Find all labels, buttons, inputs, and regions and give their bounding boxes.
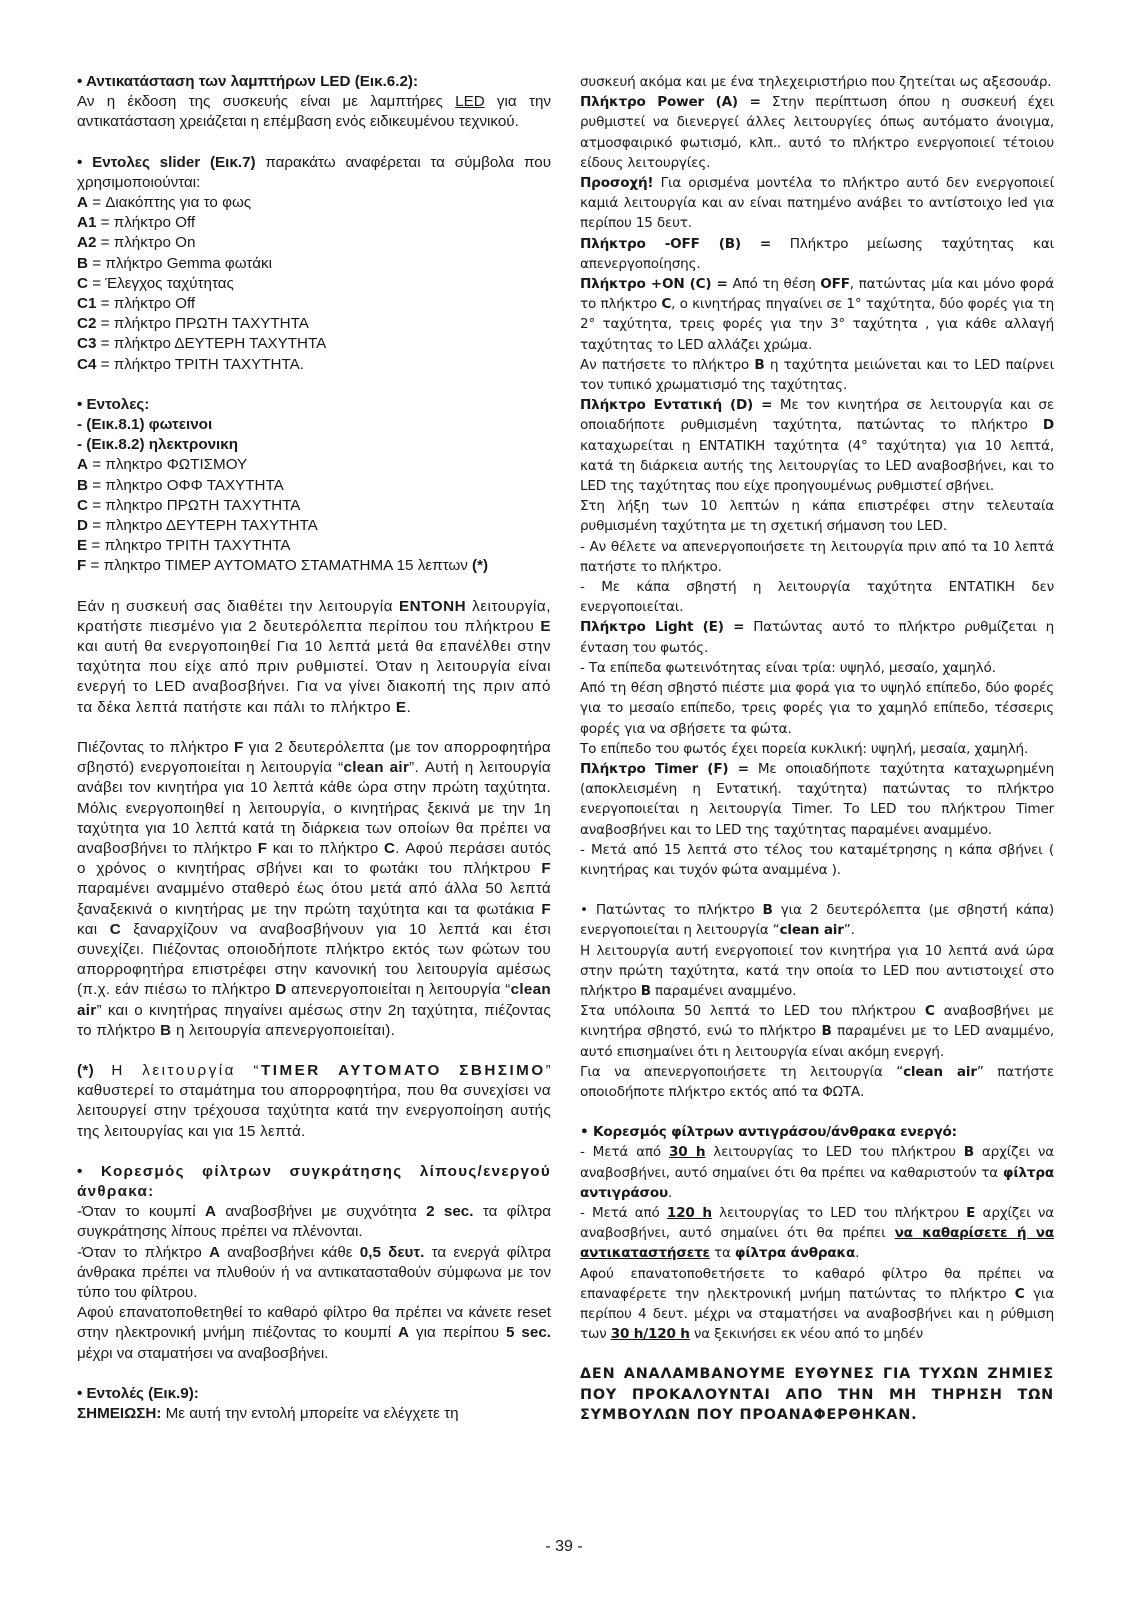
slider-legend xyxy=(77,193,551,375)
slider-legend-key: C2 xyxy=(77,315,97,333)
slider-legend-key: A xyxy=(77,194,88,212)
saturation-line-2: - Μετά από 120 h λειτουργίας το LED του πλήκτρου E αρχίζει να αναβοσβήνει, αυτό σημαίνει ότι θα πρέπει να καθαρίσετε ή να αντικαταστήσετε τα φίλτρα άνθρακα. xyxy=(580,1204,1054,1262)
clean-air-detail-1: Η λειτουργία αυτή ενεργοποιεί τον κινητήρα για 10 λεπτά ανά ώρα στην πρώτη ταχύτητα, κατά την οποία το LED που αντιστοιχεί στο πλήκτρο B παραμένει αναμμένο. xyxy=(580,942,1054,999)
light-cycle: Το επίπεδο του φωτός έχει πορεία κυκλική: υψηλή, μεσαία, χαμηλή. xyxy=(580,740,1029,757)
slider-legend-desc: = πλήκτρο ΤΡΙΤΗ ΤΑΧΥΤΗΤΑ. xyxy=(96,355,304,373)
on-key: Πλήκτρο +ON (C) = Από τη θέση OFF, πατώντας μία και μόνο φορά το πλήκτρο C, ο κινητήρας πηγαίνει σε 1° ταχύτητα, δύο φορές για τη 2° ταχύτητα, τρεις φορές για την 3° ταχύτητα , για κάθε αλλαγή ταχύτητας το LED αλλάζει χρώμα. xyxy=(580,276,1054,353)
led-heading: • Αντικατάσταση των λαμπτήρων LED (Εικ.6.2): xyxy=(77,73,419,90)
command-desc: = πληκτρο ΤΡΙΤΗ ΤΑΧΥΤΗΤΑ xyxy=(87,537,291,555)
slider-legend-desc: = πλήκτρο ΔΕΥΤΕΡΗ ΤΑΧΥΤΗΤΑ xyxy=(96,335,327,353)
clean-air-paragraph: Πιέζοντας το πλήκτρο F για 2 δευτερόλεπτα (με τον απορροφητήρα σβηστό) ενεργοποιείται η λειτουργία “clean air”. Αυτή η λειτουργία ανάβει τον κινητήρα για 10 λεπτά κάθε ώρα στην πρώτη ταχύτητα. Μόλις ενεργοποιηθεί η λειτουργία, ο κινητήρας ξεκινά με την 1η ταχύτητα για 10 λεπτά κατά τη διάρκεια των οποίων θα πρέπει να αναβοσβήνει το πλήκτρο F και το πλήκτρο C. Αφού περάσει αυτός ο χρόνος ο κινητήρας σβήνει και το φωτάκι του πλήκτρου F παραμένει αναμμένο σταθερό έως ότου μετά από άλλα 50 λεπτά ξαναξεκινά ο κινητήρας με την πρώτη ταχύτητα και τα φωτάκια F και C ξαναρχίζουν να αναβοσβήνουν για 10 λεπτά και έτσι συνεχίζει. Πιέζοντας οποιοδήποτε πλήκτρο εκτός των φώτων του απορροφητήρα επιστρέφει στην κανονική του λειτουργία αμέσως (π.χ. εάν πιέσω το πλήκτρο D απενεργοποιείται η λειτουργία “clean air” και ο κινητήρας πηγαίνει αμέσως στην 2η ταχύτητα, πιέζοντας το πλήκτρο B η λειτουργία απενεργοποιείται). xyxy=(77,738,552,1039)
command-desc: = πληκτρο ΠΡΩΤΗ ΤΑΧΥΤΗΤΑ xyxy=(87,496,301,514)
saturation-heading: • Κορεσμός φίλτρων αντιγράσου/άνθρακα ενεργό: xyxy=(580,1124,957,1141)
caution-note: Προσοχή! Για ορισμένα μοντέλα το πλήκτρο αυτό δεν ενεργοποιεί καμιά λειτουργία και αν είναι πατημένο ανάβει το αντίστοιχο led για περίπου 15 δευτ. xyxy=(580,175,1054,232)
command-key: B xyxy=(77,476,88,494)
command-item-f: F = πληκτρο ΤΙΜΕΡ ΑΥΤΟΜΑΤΟ ΣΤΑΜΑΤΗΜΑ 15 λεπτων (*) xyxy=(77,557,489,575)
slider-legend-item xyxy=(77,294,551,314)
clean-air-detail-3: Για να απενεργοποιήσετε τη λειτουργία “clean air” πατήστε οποιοδήποτε πλήκτρο εκτός από τα ΦΩΤΑ. xyxy=(580,1063,1054,1100)
led-section: • Αντικατάσταση των λαμπτήρων LED (Εικ.6.2): Αν η έκδοση της συσκευής είναι με λαμπτήρες LED για την αντικατάσταση χρειάζεται η επέμβαση ενός ειδικευμένου τεχνικού. xyxy=(77,73,551,131)
slider-legend-key: C4 xyxy=(77,355,97,373)
slider-legend-key: C1 xyxy=(77,295,97,313)
fig9-section: • Εντολές (Εικ.9): ΣΗΜΕΙΩΣΗ: Με αυτή την εντολή μπορείτε να ελέγχετε τη xyxy=(77,1384,551,1424)
timer-key: Πλήκτρο Timer (F) = Με οποιαδήποτε ταχύτητα καταχωρημένη (αποκλεισμένη η Εντατική. ταχύτητα) πατώντας το πλήκτρο ενεργοποιείται η λειτουργία Timer. Το LED του πλήκτρου Timer αναβοσβήνει και το LED της ταχύτητας παραμένει αναμμένο. xyxy=(580,760,1054,838)
clean-air-b: • Πατώντας το πλήκτρο B για 2 δευτερόλεπτα (με σβηστή κάπα) ενεργοποιείται η λειτουργία “clean air”. xyxy=(580,902,1054,939)
command-desc: = πληκτρο ΦΩΤΙΣΜΟΥ xyxy=(87,456,248,474)
slider-legend-desc: = Διακόπτης για το φως xyxy=(87,194,252,212)
off-key: Πλήκτρο -OFF (B) = Πλήκτρο μείωσης ταχύτητας και απενεργοποίησης. xyxy=(580,235,1054,272)
slider-heading: • Εντολες slider (Εικ.7) xyxy=(77,153,256,171)
slider-legend-key: B xyxy=(77,254,88,272)
slider-legend-item xyxy=(77,213,551,233)
command-item xyxy=(77,496,551,516)
slider-legend-key: C3 xyxy=(77,335,97,353)
slider-section: • Εντολες slider (Εικ.7) παρακάτω αναφέρεται τα σύμβολα που χρησιμοποιούνται: xyxy=(77,153,551,191)
led-underlined: LED xyxy=(455,93,485,111)
intensive-paragraph: Εάν η συσκευή σας διαθέτει την λειτουργία ΕΝΤΟΝΗ λειτουργία, κρατήστε πιεσμένο για 2 δευτερόλεπτα περίπου του πλήκτρου E και αυτή θα ενεργοποιηθεί Για 10 λεπτά μετά θα επανέλθει στην ταχύτητα που είχε από πριν ρυθμιστεί. Όταν η λειτουργία είναι ενεργή το LED αναβοσβήνει. Για να γίνει διακοπή της πριν από τα δέκα λεπτά πατήστε και πάλι το πλήκτρο E. xyxy=(77,597,551,716)
light-levels-detail: Από τη θέση σβηστό πιέστε μια φορά για το υψηλό επίπεδο, δύο φορές για το μεσαίο επίπεδο, τρεις φορές για το χαμηλό επίπεδο, τέσσερις φορές για να σβήσετε τα φώτα. xyxy=(580,680,1054,737)
command-key: E xyxy=(77,537,88,555)
slider-legend-desc: = Έλεγχος ταχύτητας xyxy=(87,274,234,292)
note-label: ΣΗΜΕΙΩΣΗ: xyxy=(77,1404,162,1422)
page-number: - 39 - xyxy=(545,1538,583,1555)
clean-air-detail-2: Στα υπόλοιπα 50 λεπτά το LED του πλήκτρου C αναβοσβήνει με κινητήρα σβηστό, ενώ το πλήκτρο B παραμένει με το LED αναμμένο, αυτό επισημαίνει ότι η λειτουργία είναι ακόμη ενεργή. xyxy=(580,1003,1054,1060)
light-key: Πλήκτρο Light (E) = Πατώντας αυτό το πλήκτρο ρυθμίζεται η ένταση του φωτός. xyxy=(580,619,1054,656)
light-levels: - Τα επίπεδα φωτεινότητας είναι τρία: υψηλό, μεσαίο, χαμηλό. xyxy=(580,659,996,676)
command-desc: = πληκτρο ΔΕΥΤΕΡΗ ΤΑΧΥΤΗΤΑ xyxy=(87,517,318,535)
filters-line-2: -Όταν το πλήκτρο A αναβοσβήνει κάθε 0,5 δευτ. τα ενεργά φίλτρα άνθρακα πρέπει να πλυθούν ή να αντικατασταθούν σύμφωνα με τον τύπο του φίλτρου. xyxy=(77,1243,551,1301)
slider-legend-desc: = πλήκτρο Gemma φωτάκι xyxy=(87,254,272,272)
power-key: Πλήκτρο Power (A) = Στην περίπτωση όπου η συσκευή έχει ρυθμιστεί να διενεργεί άλλες λειτουργίες όπως αυτόματο άνοιγμα, ατμοσφαιρικό φωτισμό, κλπ.. αυτό το πλήκτρο ενεργοποιεί τέτοιου είδους λειτουργίες. xyxy=(580,94,1054,171)
commands-sub-lights: - (Εικ.8.1) φωτεινοι xyxy=(77,416,213,434)
slider-legend-item xyxy=(77,254,551,274)
slider-legend-desc: = πλήκτρο Off xyxy=(96,295,196,313)
commands-legend xyxy=(77,455,551,556)
right-column xyxy=(580,72,1054,1426)
command-key: D xyxy=(77,517,88,535)
slider-legend-key: C xyxy=(77,274,88,292)
slider-legend-desc: = πλήκτρο ΠΡΩΤΗ ΤΑΧΥΤΗΤΑ xyxy=(96,315,309,333)
command-desc: = πληκτρο ΟΦΦ ΤΑΧΥΤΗΤΑ xyxy=(87,476,284,494)
filters-heading: • Κορεσμός φίλτρων συγκράτησης λίπους/ενεργού άνθρακα: xyxy=(77,1162,551,1200)
intensive-key: Πλήκτρο Εντατική (D) = Με τον κινητήρα σε λειτουργία και σε οποιαδήποτε ρυθμισμένη ταχύτητα, πατώντας το πλήκτρο D καταχωρείται η ΕΝΤΑΤΙΚΗ ταχύτητα (4° ταχύτητα) για 10 λεπτά, κατά τη διάρκεια αυτής της λειτουργίας το LED αναβοσβήνει, και το LED της ταχύτητας που είχε προηγουμένως ρυθμιστεί σβήνει. xyxy=(580,397,1054,495)
slider-legend-item xyxy=(77,193,551,213)
commands-heading: • Εντολες: xyxy=(77,395,150,413)
slider-legend-desc: = πλήκτρο On xyxy=(96,234,196,252)
filters-section xyxy=(77,1162,551,1202)
saturation-line-3: Αφού επανατοποθετήσετε το καθαρό φίλτρο θα πρέπει να επαναφέρετε την ηλεκτρονική μνήμη πατώντας το πλήκτρο C για περίπου 4 δευτ. μέχρι να σταματήσει να αναβοσβήνει και η ρύθμιση των 30 h/120 h να ξεκινήσει εκ νέου από το μηδέν xyxy=(580,1265,1054,1343)
deactivate-note: - Αν θέλετε να απενεργοποιήσετε τη λειτουργία πριν από τα 10 λεπτά πατήστε το πλήκτρο. xyxy=(580,538,1054,575)
command-item xyxy=(77,476,551,496)
left-column xyxy=(77,72,551,1424)
slider-legend-item xyxy=(77,314,551,334)
filters-line-1: -Όταν το κουμπί A αναβοσβήνει με συχνότητα 2 sec. τα φίλτρα συγκράτησης λίπους πρέπει να πλένονται. xyxy=(77,1203,551,1241)
liability-notice: ΔΕΝ ΑΝΑΛΑΜΒΑΝΟΥΜΕ ΕΥΘΥΝΕΣ ΓΙΑ ΤΥΧΩΝ ΖΗΜΙΕΣ ΠΟΥ ΠΡΟΚΑΛΟΥΝΤΑΙ ΑΠΟ ΤΗΝ ΜΗ ΤΗΡΗΣΗ ΤΩΝ ΣΥΜΒΟΥΛΩΝ ΠΟΥ ΠΡΟΑΝΑΦΕΡΘΗΚΑΝ. xyxy=(580,1366,1054,1424)
end-10min: Στη λήξη των 10 λεπτών η κάπα επιστρέφει στην τελευταία ρυθμισμένη ταχύτητα με τη σχετική σήμανση του LED. xyxy=(580,498,1054,535)
commands-section xyxy=(77,395,551,577)
after-15min: - Μετά από 15 λεπτά στο τέλος του καταμέτρησης η κάπα σβήνει ( κινητήρας και τυχόν φώτα αναμμένα ). xyxy=(580,841,1054,878)
hood-off-note: - Με κάπα σβηστή η λειτουργία ταχύτητα ΕΝΤΑΤΙΚΗ δεν ενεργοποιείται. xyxy=(580,579,1054,616)
timer-paragraph: (*) Η λειτουργία “TIMER ΑΥΤΟΜΑΤΟ ΣΒΗΣΙΜΟ” καθυστερεί το σταμάτημα του απορροφητήρα, που θα συνεχίσει να λειτουργεί στην τρέχουσα ταχύτητα κατά την ενεργοποίηση αυτής της λειτουργίας και για 15 λεπτά. xyxy=(77,1061,551,1140)
command-key: A xyxy=(77,456,88,474)
command-item xyxy=(77,516,551,536)
slider-legend-key: A1 xyxy=(77,214,97,232)
commands-sub-electronic: - (Εικ.8.2) ηλεκτρονικη xyxy=(77,436,239,454)
slider-legend-item xyxy=(77,233,551,253)
remote-continuation: συσκευή ακόμα και με ένα τηλεχειριστήριο που ζητείται ως αξεσουάρ. xyxy=(580,74,1052,90)
filters-line-3: Αφού επανατοποθετηθεί το καθαρό φίλτρο θα πρέπει να κάνετε reset στην ηλεκτρονική μνήμη πιέζοντας το κουμπί A για περίπου 5 sec. μέχρι να σταματήσει να αναβοσβήνει. xyxy=(77,1304,551,1362)
slider-legend-item xyxy=(77,274,551,294)
fig9-heading: • Εντολές (Εικ.9): xyxy=(77,1384,199,1402)
command-key: C xyxy=(77,496,88,514)
slider-legend-key: A2 xyxy=(77,234,97,252)
b-press: Αν πατήσετε το πλήκτρο B η ταχύτητα μειώνεται και το LED παίρνει τον τυπικό χρωματισμό της ταχύτητας. xyxy=(580,356,1054,394)
saturation-line-1: - Μετά από 30 h λειτουργίας το LED του πλήκτρου B αρχίζει να αναβοσβήνει, αυτό σημαίνει ότι θα πρέπει να καθαριστούν τα φίλτρα αντιγράσου. xyxy=(580,1144,1055,1201)
slider-legend-desc: = πλήκτρο Off xyxy=(96,214,196,232)
slider-legend-item xyxy=(77,334,551,354)
command-item xyxy=(77,536,551,556)
slider-legend-item xyxy=(77,355,551,375)
command-item xyxy=(77,455,551,475)
